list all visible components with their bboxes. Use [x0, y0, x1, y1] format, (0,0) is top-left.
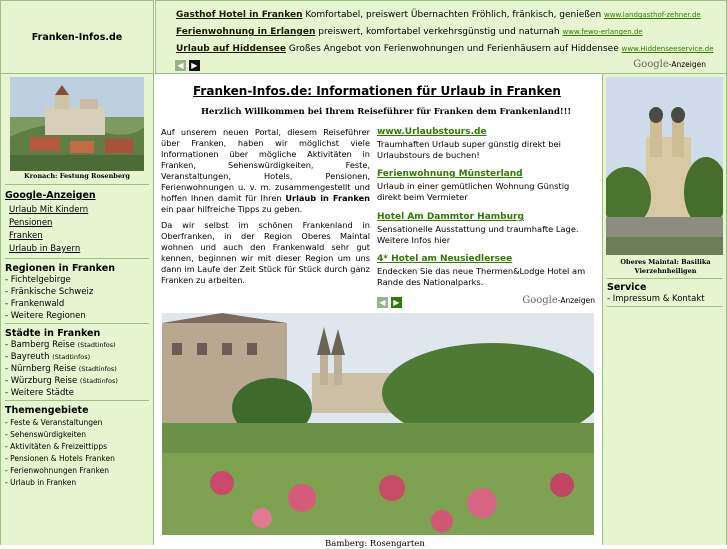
google-ads-label[interactable] [522, 295, 595, 306]
left-ad-link[interactable]: Urlaub Mit Kindern [9, 205, 89, 215]
top-ad-url[interactable]: www.fewo-erlangen.de [562, 28, 643, 36]
topics-heading: Themengebiete [5, 405, 89, 416]
welcome-text: Herzlich Willkommen bei Ihrem Reiseführer für Franken dem Frankenland!!! [201, 107, 572, 117]
topic-link[interactable]: - Pensionen & Hotels Franken [5, 454, 115, 463]
content-ad-desc: Sensationelle Ausstattung und traumhafte Lage. Weitere Infos hier [377, 224, 579, 245]
top-ad-title[interactable]: Gasthof Hotel in Franken [176, 10, 303, 20]
content-ad-1[interactable] [377, 127, 593, 161]
vierzehnheiligen-caption-1: Oberes Maintal: Basilika [620, 258, 711, 266]
topic-link[interactable]: - Urlaub in Franken [5, 478, 77, 487]
top-ad-banner [155, 0, 727, 74]
regions-heading: Regionen in Franken [5, 263, 115, 274]
content-ad-title[interactable]: Ferienwohnung Münsterland [377, 169, 523, 179]
content-ad-4[interactable] [377, 254, 593, 288]
city-link[interactable]: - Bamberg Reise (Stadtinfos) [5, 340, 116, 350]
ad-nav [175, 60, 200, 71]
content-ad-desc: Endecken Sie das neue Thermen&Lodge Hotel am Rande des Nationalparks. [377, 266, 586, 287]
google-ads-suffix: -Anzeigen [557, 296, 595, 305]
intro-text: Auf unserem neuen Portal, diesem Reiseführer über Franken, haben wir möglichst viele Informationen über mögliche Aktivitäten in Franken, Sehenswürdigkeiten, Feste, Veranstaltungen, Hotels, Pensionen, Ferienwohnungen u. v. m. zusammengestellt und hoffen Ihnen damit für Ihren Urlaub in Franken ein paar hilfreiche Tipps zu geben. Da wir selbst im schönen Frankenland in Oberfranken, in der Region Oberes Maintal wohnen und auch den Frankenwald sehr gut kennen, beginnen wir mit dieser Region um uns dann im Laufe der Zeit Stück für Stück durch ganz Franken zu arbeiten. [161, 127, 370, 285]
google-ads-label[interactable] [633, 59, 706, 70]
region-link[interactable]: - Frankenwald [5, 299, 65, 309]
top-ad-3[interactable] [176, 44, 714, 54]
top-ad-url[interactable]: www.Hiddenseeservice.de [621, 45, 714, 53]
header-logo-box [0, 0, 154, 74]
content-ad-title[interactable]: www.Urlaubstours.de [377, 127, 487, 137]
top-ad-2[interactable] [176, 27, 643, 37]
content-ad-title[interactable]: Hotel Am Dammtor Hamburg [377, 212, 524, 222]
impressum-link[interactable]: - Impressum & Kontakt [607, 294, 705, 304]
google-logo: Google [522, 295, 558, 306]
arrow-left-icon[interactable]: ◀ [175, 60, 186, 71]
content-ad-2[interactable] [377, 169, 593, 203]
photo-vierzehnheiligen [606, 77, 723, 255]
intro-paragraph-2: Da wir selbst im schönen Frankenland in Oberfranken, in der Region Oberes Maintal wohnen und auch den Frankenwald sehr gut kennen, beginnen wir mit dieser Region um uns dann im Laufe der Zeit Stück für Stück durch ganz Franken zu arbeiten. [161, 220, 370, 285]
city-link[interactable]: - Bayreuth (Stadtinfos) [5, 352, 91, 362]
city-link[interactable]: - Würzburg Reise (Stadtinfos) [5, 376, 118, 386]
photo-kronach-festung [10, 77, 144, 171]
city-link[interactable]: - Weitere Städte [5, 388, 74, 398]
site-title[interactable]: Franken-Infos.de [31, 31, 123, 43]
google-logo: Google [633, 59, 669, 70]
content-ad-desc: Traumhaften Urlaub super günstig direkt bei Urlaubstours de buchen! [377, 139, 561, 160]
top-ad-desc: Komfortabel, preiswert Übernachten Fröhlich, fränkisch, genießen [305, 10, 602, 20]
left-ad-link[interactable]: Franken [9, 231, 43, 241]
top-ad-title[interactable]: Ferienwohnung in Erlangen [176, 27, 316, 37]
vierzehnheiligen-caption-2: Vierzehnheiligen [634, 267, 697, 275]
top-ad-1[interactable] [176, 10, 701, 20]
topic-link[interactable]: - Sehenswürdigkeiten [5, 430, 87, 439]
photo-bamberg-rosengarten [162, 313, 594, 535]
topic-link[interactable]: - Ferienwohnungen Franken [5, 466, 110, 475]
top-ad-desc: preiswert, komfortabel verkehrsgünstig und naturnah [318, 27, 560, 37]
city-link[interactable]: - Nürnberg Reise (Stadtinfos) [5, 364, 117, 374]
google-ads-suffix: -Anzeigen [668, 60, 706, 69]
content-ad-3[interactable] [377, 212, 593, 246]
content-ad-nav [377, 297, 402, 308]
region-link[interactable]: - Fichtelgebirge [5, 275, 71, 285]
content-ad-desc: Urlaub in einer gemütlichen Wohnung Günstig direkt beim Vermieter [377, 181, 570, 202]
arrow-right-icon[interactable]: ▶ [391, 297, 402, 308]
google-ads-heading[interactable]: Google-Anzeigen [5, 190, 96, 201]
intro-bold: Urlaub in Franken [285, 193, 370, 203]
top-ad-title[interactable]: Urlaub auf Hiddensee [176, 44, 286, 54]
left-ad-link[interactable]: Pensionen [9, 218, 53, 228]
left-ad-link[interactable]: Urlaub in Bayern [9, 244, 81, 254]
region-link[interactable]: - Weitere Regionen [5, 311, 86, 321]
service-heading: Service [607, 282, 647, 293]
main-content [155, 74, 602, 549]
topic-link[interactable]: - Feste & Veranstaltungen [5, 418, 103, 427]
top-ad-url[interactable]: www.landgasthof-zehner.de [604, 11, 701, 19]
left-sidebar [0, 74, 154, 545]
cities-heading: Städte in Franken [5, 328, 101, 339]
topic-link[interactable]: - Aktivitäten & Freizeittipps [5, 442, 107, 451]
arrow-right-icon[interactable]: ▶ [189, 60, 200, 71]
page-title: Franken-Infos.de: Informationen für Urlaub in Franken [193, 84, 561, 98]
arrow-left-icon[interactable]: ◀ [377, 297, 388, 308]
content-ad-title[interactable]: 4* Hotel am Neusiedlersee [377, 254, 513, 264]
kronach-caption: Kronach: Festung Rosenberg [24, 172, 130, 180]
region-link[interactable]: - Fränkische Schweiz [5, 287, 94, 297]
bamberg-caption: Bamberg: Rosengarten [325, 539, 425, 549]
right-sidebar [602, 74, 727, 545]
top-ad-desc: Großes Angebot von Ferienwohnungen und Ferienhäusern auf Hiddensee [288, 44, 619, 54]
